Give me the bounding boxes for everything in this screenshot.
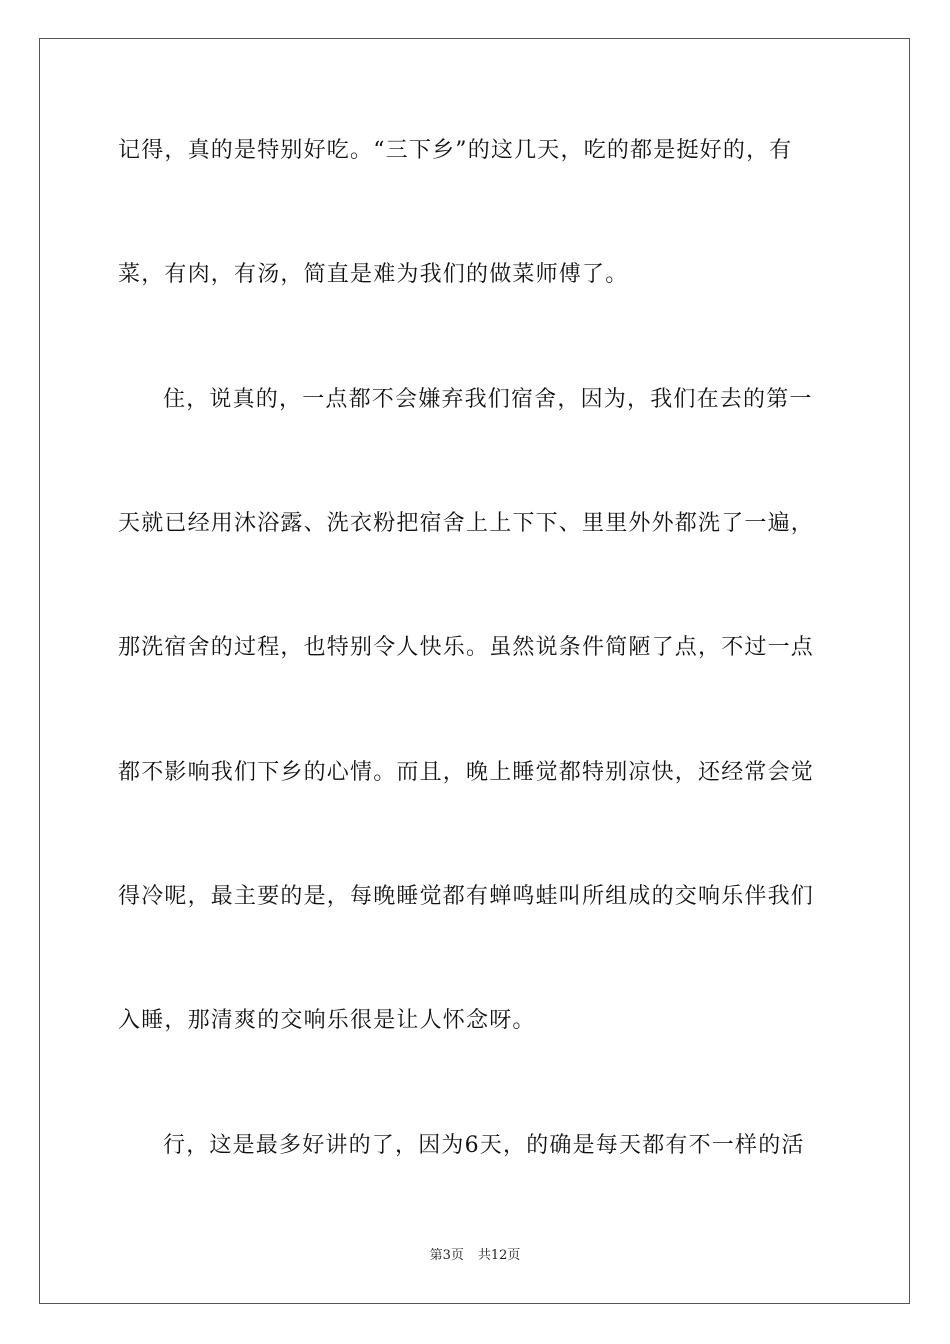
text-line: 天就已经用沐浴露、洗衣粉把宿舍上上下下、里里外外都洗了一遍， [118, 511, 815, 536]
text-line: 得冷呢，最主要的是，每晚睡觉都有蝉鸣蛙叫所组成的交响乐伴我们 [118, 884, 815, 909]
text-line: 都不影响我们下乡的心情。而且，晚上睡觉都特别凉快，还经常会觉 [118, 760, 815, 785]
page-number-current: 第3页 [429, 1248, 464, 1263]
paragraph-start-line: 行，这是最多好讲的了，因为6天，的确是每天都有不一样的活 [163, 1133, 805, 1158]
text-line: 入睡，那清爽的交响乐很是让人怀念呀。 [118, 1008, 536, 1033]
page-frame [39, 38, 910, 1304]
text-line: 记得，真的是特别好吃。“三下乡”的这几天，吃的都是挺好的，有 [118, 138, 793, 163]
text-line: 那洗宿舍的过程，也特别令人快乐。虽然说条件简陋了点，不过一点 [118, 635, 815, 660]
page-number-total: 共12页 [477, 1248, 521, 1263]
paragraph-start-line: 住，说真的，一点都不会嫌弃我们宿舍，因为，我们在去的第一 [163, 387, 813, 412]
page-footer [0, 1248, 950, 1264]
text-line: 菜，有肉，有汤，简直是难为我们的做菜师傅了。 [118, 262, 629, 287]
